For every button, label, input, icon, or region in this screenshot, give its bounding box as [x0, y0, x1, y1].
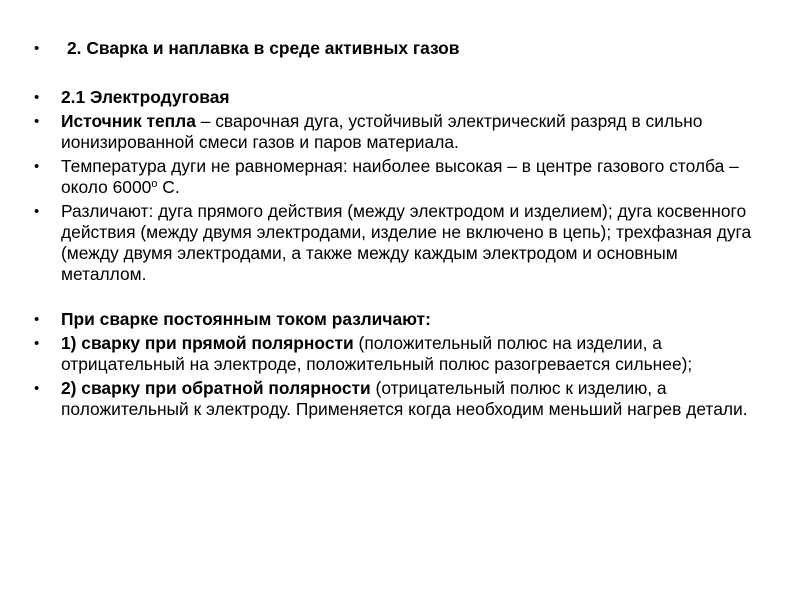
degree-superscript: о: [151, 178, 158, 190]
bullet-icon: •: [34, 311, 40, 328]
direct-polarity-text: (положительный полюс на изделии, а отрицательный на электроде, положительный полюс разогревается сильнее);: [61, 333, 693, 374]
reverse-polarity-text: (отрицательный полюс к изделию, а положительный к электроду. Применяется когда необходим меньший нагрев детали.: [61, 378, 748, 419]
slide-title: [34, 38, 764, 59]
bullet-icon: •: [34, 203, 40, 220]
bullet-list: [34, 38, 764, 423]
reverse-polarity-term: 2) сварку при обратной полярности: [61, 378, 371, 398]
reverse-polarity-item: [34, 378, 764, 420]
title-text: 2. Сварка и наплавка в среде активных газов: [67, 38, 460, 58]
direct-polarity-item: [34, 333, 764, 375]
bullet-icon: •: [34, 335, 40, 352]
heat-source-item: [34, 111, 764, 153]
bullet-icon: •: [34, 113, 40, 130]
subtitle-item: [34, 87, 764, 108]
subtitle-text: 2.1 Электродуговая: [61, 87, 230, 107]
bullet-icon: •: [34, 380, 40, 397]
bullet-icon: •: [34, 158, 40, 175]
temperature-unit: С.: [157, 177, 180, 197]
bullet-icon: •: [34, 89, 40, 106]
temperature-text: Температура дуги не равномерная: наиболее высокая – в центре газового столба – около 6000: [61, 156, 739, 197]
dc-heading-item: [34, 309, 764, 330]
arc-types-item: [34, 201, 764, 285]
heat-source-text: – сварочная дуга, устойчивый электрический разряд в сильно ионизированной смеси газов и паров материала.: [61, 111, 703, 152]
temperature-item: [34, 156, 764, 198]
arc-types-text: Различают: дуга прямого действия (между электродом и изделием); дуга косвенного действия (между двумя электродами, изделие не включено в цепь); трехфазная дуга (между двумя электродами, а также между каждым электродом и основным металлом.: [61, 201, 752, 284]
direct-polarity-term: 1) сварку при прямой полярности: [61, 333, 354, 353]
dc-heading-text: При сварке постоянным током различают:: [61, 309, 431, 329]
heat-source-term: Источник тепла: [61, 111, 196, 131]
bullet-icon: •: [34, 40, 40, 57]
